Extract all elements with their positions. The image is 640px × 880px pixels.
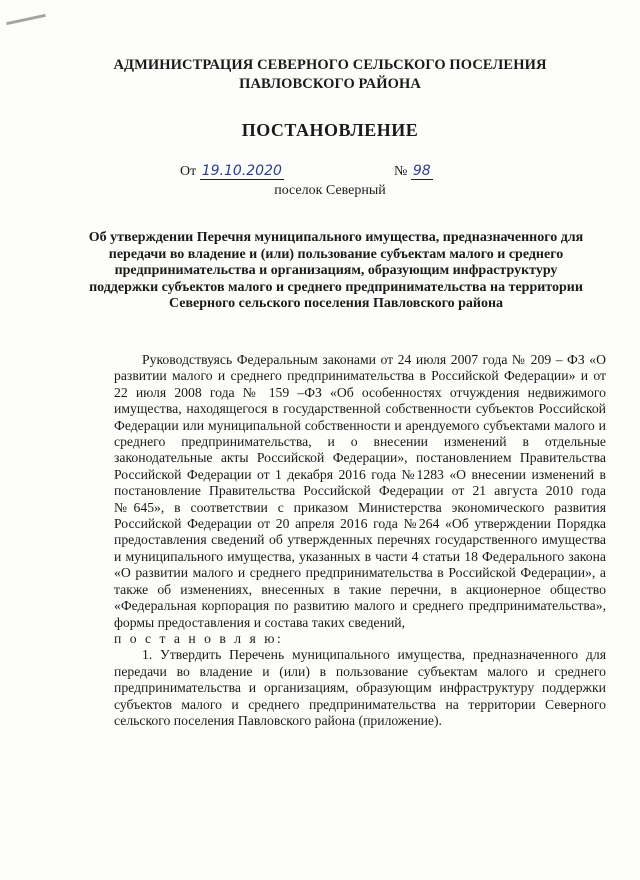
number-prefix: № (394, 164, 408, 179)
date-line (180, 163, 284, 180)
body-decree-word: п о с т а н о в л я ю: (114, 630, 284, 646)
date-prefix: От (180, 164, 197, 179)
document-type: ПОСТАНОВЛЕНИЕ (241, 120, 419, 140)
header-line-1: АДМИНИСТРАЦИЯ СЕВЕРНОГО СЕЛЬСКОГО ПОСЕЛЕНИЯ (113, 57, 547, 73)
body-preamble: Руководствуясь Федеральным законами от 24 июля 2007 года № 209 – ФЗ «О развитии малого и среднего предпринимательства в Российской Федерации» и от 22 июля 2008 года № 159 –ФЗ «Об особенностях отчуждения недвижимого имущества, находящегося в государственной собственности субъектов Российской Федерации или муниципальной собственности и арендуемого субъектами малого и среднего предпринимательства, и о внесении изменений в отдельные законодательные акты Российской Федерации», постановлением Правительства Российской Федерации от 1 декабря 2016 года №1283 «О внесении изменений в постановление Правительства Российской Федерации от 21 августа 2010 года №645», в соответствии с приказом Министерства экономического развития Российской Федерации от 20 апреля 2016 года №264 «Об утверждении Порядка предоставления сведений об утвержденных перечнях государственного имущества и муниципального имущества, указанных в части 4 статьи 18 Федерального закона «О развитии малого и среднего предпринимательства в Российской Федерации», а также об изменениях, внесенных в такие перечни, в акционерное общество «Федеральная корпорация по развитию малого и среднего предпринимательства», формы предоставления и состава таких сведений, (114, 352, 606, 630)
place-name: поселок Северный (274, 183, 386, 198)
document-title: Об утверждении Перечня муниципального имущества, предназначенного для передачи во владение и (или) пользование субъектам малого и среднего предпринимательства и организациям, образующим инфраструктуру поддержки субъектов малого и среднего предпринимательства на территории Северного сельского поселения Павловского района (88, 230, 584, 312)
body-item-1: 1. Утвердить Перечень муниципального имущества, предназначенного для передачи во владение и (или) в пользование субъектам малого и среднего предпринимательства и организациям, образующим инфраструктуру поддержки субъектов малого и среднего предпринимательства на территории Северного сельского поселения Павловского района (приложение). (114, 647, 606, 728)
document-body (114, 352, 606, 729)
number-value: 98 (412, 163, 431, 179)
scan-mark (6, 14, 46, 25)
header-line-2: ПАВЛОВСКОГО РАЙОНА (239, 76, 421, 92)
date-value: 19.10.2020 (201, 163, 282, 179)
number-line (394, 163, 433, 180)
